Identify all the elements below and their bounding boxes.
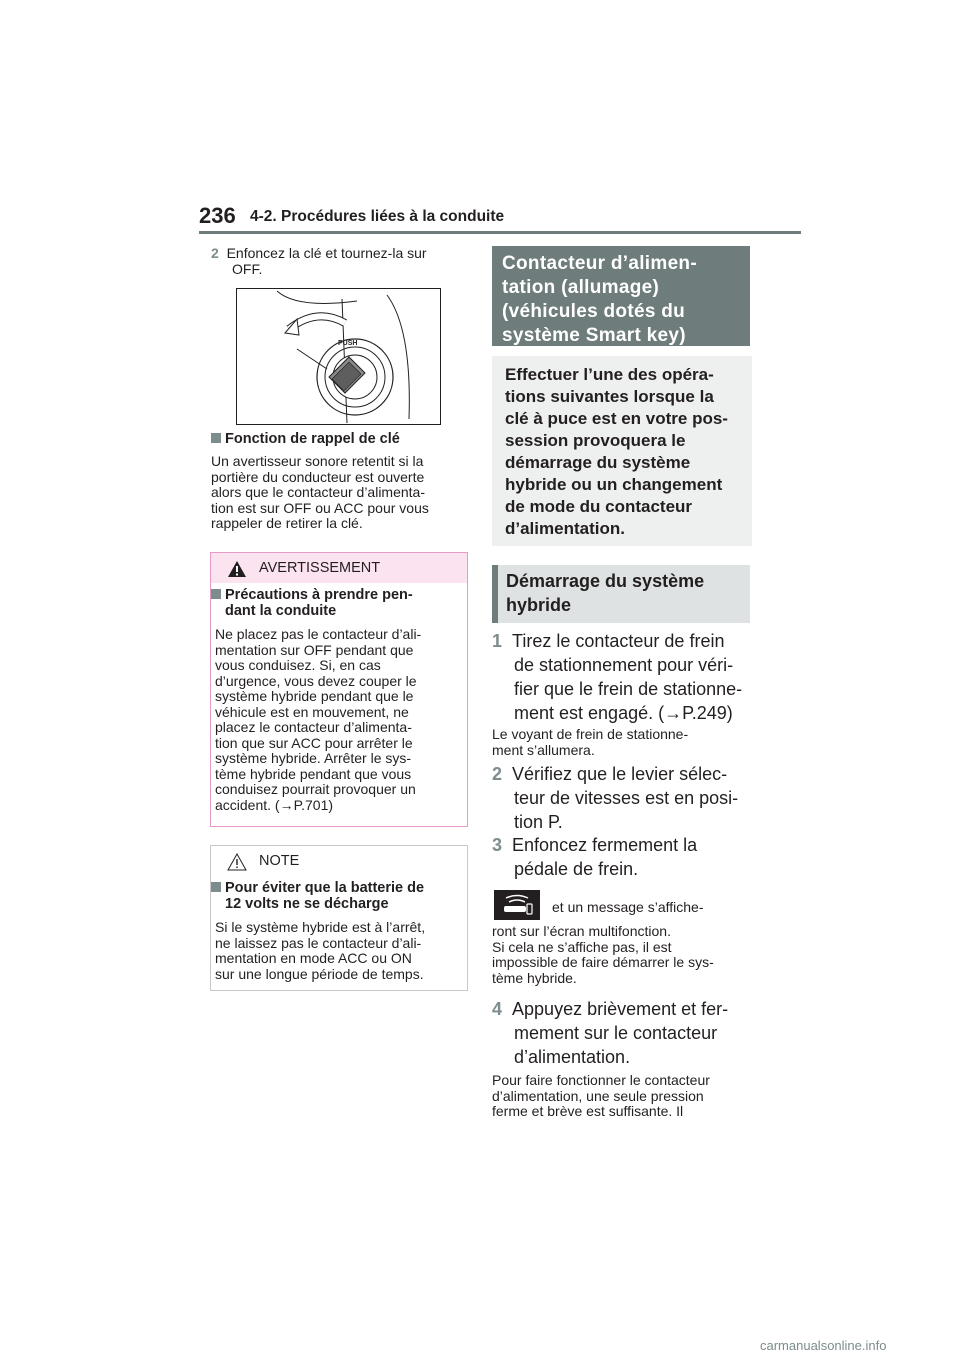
text-line: Si cela ne s’affiche pas, il est — [492, 938, 672, 955]
step-number: 4 — [492, 999, 503, 1019]
step-number: 1 — [492, 631, 503, 651]
heading-line: Démarrage du système — [506, 571, 705, 591]
warning-triangle-icon — [227, 560, 247, 578]
step-number: 2 — [492, 764, 503, 784]
note-body — [215, 920, 465, 982]
text-line: ront sur l’écran multifonction. — [492, 923, 671, 939]
heading-line: tation (allumage) — [502, 277, 660, 298]
step-text: Enfoncez fermement la — [512, 835, 698, 855]
text-line: portière du conducteur est ouverte — [211, 468, 425, 485]
step-text: tion P. — [514, 812, 563, 832]
text-line: d’alimentation, une seule pression — [492, 1087, 704, 1104]
step-2-key-off — [211, 246, 469, 277]
heading-line: hybride — [506, 595, 572, 615]
text-line: tème hybride pendant que vous — [215, 765, 412, 782]
text-line: Ne placez pas le contacteur d’ali- — [215, 626, 422, 642]
step-text: ment est engagé. (→P.249) — [514, 703, 733, 723]
step-text: pédale de frein. — [514, 859, 639, 879]
step-text: d’alimentation. — [514, 1047, 631, 1067]
step-number: 3 — [492, 835, 503, 855]
note-box — [210, 845, 468, 991]
text-line: Le voyant de frein de stationne- — [492, 726, 689, 742]
text-line: accident. (→P.701) — [215, 796, 334, 813]
key-cylinder-drawing — [237, 289, 440, 424]
header-rule — [199, 231, 801, 234]
step-2-shift-lever — [492, 762, 750, 834]
text-line: Effectuer l’une des opéra- — [505, 365, 714, 384]
text-line: placez le contacteur d’alimenta- — [215, 719, 412, 735]
warning-body — [215, 627, 465, 813]
step-text: Enfoncez la clé et tournez-la sur — [226, 245, 427, 261]
square-bullet-icon — [211, 882, 221, 892]
note-subtitle: Pour éviter que la batterie de — [225, 880, 425, 896]
text-line: ferme et brève est suffisante. Il — [492, 1103, 684, 1119]
step-3-brake — [492, 833, 750, 881]
step-4-note — [492, 1073, 750, 1120]
icon-caption: et un message s’affiche- — [552, 899, 704, 915]
reminder-heading — [211, 431, 400, 447]
text-line: Si le système hybride est à l’arrêt, — [215, 919, 426, 935]
note-title: NOTE — [259, 853, 300, 869]
warning-subtitle: dant la conduite — [225, 603, 337, 619]
step-4-power-switch — [492, 997, 750, 1069]
step-text: Appuyez brièvement et fer- — [512, 999, 729, 1019]
text-line: véhicule est en mouvement, ne — [215, 703, 409, 720]
note-subtitle: 12 volts ne se décharge — [225, 896, 389, 912]
text-line: alors que le contacteur d’alimenta- — [211, 484, 426, 500]
step-number: 2 — [211, 245, 219, 261]
step-text: de stationnement pour véri- — [514, 655, 734, 675]
text-line: conduisez pourrait provoquer un — [215, 781, 416, 797]
text-line: tion est sur OFF ou ACC pour vous — [211, 499, 429, 516]
push-label: PUSH — [338, 340, 358, 347]
square-bullet-icon — [211, 433, 221, 443]
power-switch-heading — [492, 246, 750, 346]
step-text: teur de vitesses est en posi- — [514, 788, 739, 808]
text-line: tions suivantes lorsque la — [505, 387, 714, 406]
text-line: d’urgence, vous devez couper le — [215, 672, 417, 689]
step-1 — [492, 629, 750, 725]
step-text: Vérifiez que le levier sélec- — [512, 764, 728, 784]
step-text: mement sur le contacteur — [514, 1023, 718, 1043]
step-3-note — [492, 924, 750, 986]
chapter-title: 4-2. Procédures liées à la conduite — [250, 208, 505, 225]
caution-outline-icon — [227, 853, 247, 871]
text-line: Un avertisseur sonore retentit si la — [211, 453, 424, 469]
warning-subtitle: Précautions à prendre pen- — [225, 587, 413, 603]
warning-subheading — [211, 587, 413, 619]
step-text: OFF. — [232, 260, 263, 277]
start-hybrid-section-heading — [492, 565, 750, 623]
warning-header — [211, 553, 467, 583]
text-line: rappeler de retirer la clé. — [211, 515, 363, 531]
text-line: démarrage du système — [505, 453, 691, 472]
text-line: système hybride pendant que le — [215, 688, 414, 704]
text-line: hybride ou un changement — [505, 475, 723, 494]
text-line: ment s’allumera. — [492, 741, 595, 758]
text-line: vous conduisez. Si, en cas — [215, 657, 381, 673]
note-header — [211, 846, 467, 876]
page-number: 236 — [199, 203, 236, 228]
step-1-note — [492, 727, 750, 758]
key-switch-illustration — [236, 288, 441, 425]
text-line: de mode du contacteur — [505, 497, 693, 516]
smart-key-indicator-icon — [494, 890, 540, 920]
text-line: session provoquera le — [505, 431, 686, 450]
text-line: mentation en mode ACC ou ON — [215, 950, 412, 966]
reminder-paragraph — [211, 454, 469, 532]
text-line: impossible de faire démarrer le sys- — [492, 954, 714, 970]
text-line: ne laissez pas le contacteur d’ali- — [215, 934, 422, 951]
step-text: fier que le frein de stationne- — [514, 679, 743, 699]
text-line: système hybride. Arrêter le sys- — [215, 750, 412, 766]
text-line: Pour faire fonctionner le contacteur — [492, 1072, 710, 1088]
step-text: Tirez le contacteur de frein — [512, 631, 725, 651]
text-line: d’alimentation. — [505, 519, 625, 538]
warning-title: AVERTISSEMENT — [259, 560, 381, 576]
note-subheading — [211, 880, 424, 912]
text-line: tion que sur ACC pour arrêter le — [215, 734, 413, 751]
square-bullet-icon — [211, 589, 221, 599]
text-line: mentation sur OFF pendant que — [215, 641, 414, 658]
warning-box — [210, 552, 468, 827]
text-line: tème hybride. — [492, 969, 577, 986]
text-line: clé à puce est en votre pos- — [505, 409, 728, 428]
intro-box — [492, 356, 752, 546]
reminder-title: Fonction de rappel de clé — [225, 431, 400, 447]
heading-line: système Smart key) — [502, 325, 686, 346]
heading-line: (véhicules dotés du — [502, 301, 686, 322]
text-line: sur une longue période de temps. — [215, 965, 424, 982]
heading-line: Contacteur d’alimen- — [502, 253, 697, 274]
site-watermark: carmanualsonline.info — [760, 1338, 887, 1353]
